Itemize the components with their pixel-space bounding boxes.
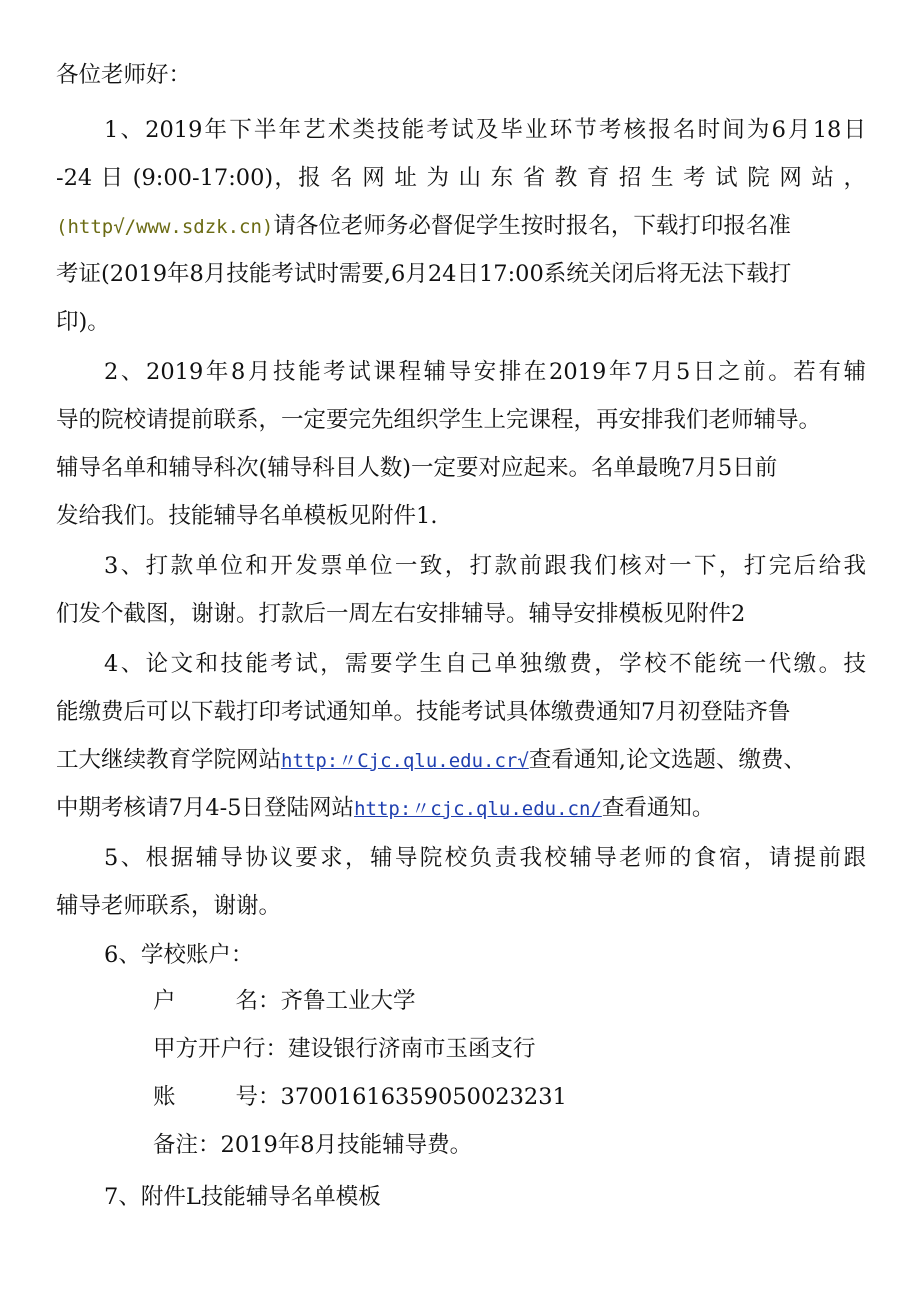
greeting: 各位老师好： — [56, 62, 192, 88]
account-number-value: 37001616359050023231 — [280, 1084, 567, 1110]
account-name-row — [153, 986, 853, 1016]
item5-line2: 辅导老师联系，谢谢。 — [56, 893, 282, 919]
item3-line2: 们发个截图，谢谢。打款后一周左右安排辅导。辅导安排模板见附件2 — [56, 601, 746, 627]
note-row: 备注：2019年8月技能辅导费。 — [153, 1132, 473, 1158]
account-name-label-b: 名： — [235, 988, 281, 1014]
item4-line3 — [56, 745, 866, 775]
item7-attachment: 7、附件L技能辅导名单模板 — [104, 1184, 381, 1210]
item2-line1: 2、2019年8月技能考试课程辅导安排在2019年7月5日之前。若有辅 — [104, 359, 866, 385]
item1-line4: 考证(2019年8月技能考试时需要,6月24日17:00系统关闭后将无法下载打 — [56, 261, 792, 287]
account-name-value: 齐鲁工业大学 — [280, 988, 416, 1014]
item6-heading: 6、学校账户： — [104, 942, 254, 968]
item4-line4-text: 中期考核请7月4-5日登陆网站 — [56, 795, 355, 821]
account-name-label-a: 户 — [153, 988, 176, 1014]
item4-line1: 4、论文和技能考试，需要学生自己单独缴费，学校不能统一代缴。技 — [104, 651, 866, 677]
cjc-website-link[interactable]: http:〃Cjc.qlu.edu.cr√ — [281, 750, 529, 772]
registration-url: (http√/www.sdzk.cn) — [56, 216, 274, 238]
item1-line3 — [56, 211, 866, 241]
item4-line3-text: 工大继续教育学院网站 — [56, 747, 282, 773]
item2-line4: 发给我们。技能辅导名单模板见附件1. — [56, 503, 438, 529]
bank-value: 建设银行济南市玉函支行 — [288, 1036, 536, 1062]
item4-line3-text-after: 查看通知,论文选题、缴费、 — [528, 747, 806, 773]
account-number-row — [153, 1082, 853, 1112]
item2-line3: 辅导名单和辅导科次(辅导科目人数)一定要对应起来。名单最晚7月5日前 — [56, 455, 778, 481]
account-number-label-a: 账 — [153, 1084, 176, 1110]
item2-line2: 导的院校请提前联系，一定要完先组织学生上完课程，再安排我们老师辅导。 — [56, 407, 822, 433]
item1-line1: 1、2019年下半年艺术类技能考试及毕业环节考核报名时间为6月18日 — [104, 117, 866, 143]
item1-line5: 印)。 — [56, 309, 110, 335]
item3-line1: 3、打款单位和开发票单位一致，打款前跟我们核对一下，打完后给我 — [104, 553, 866, 579]
cjc-website-link-2[interactable]: http:〃cjc.qlu.edu.cn/ — [354, 798, 602, 820]
account-number-label-b: 号： — [235, 1084, 281, 1110]
bank-row — [153, 1034, 853, 1064]
item4-line2: 能缴费后可以下载打印考试通知单。技能考试具体缴费通知7月初登陆齐鲁 — [56, 699, 791, 725]
item4-line4 — [56, 793, 866, 823]
item5-line1: 5、根据辅导协议要求，辅导院校负责我校辅导老师的食宿，请提前跟 — [104, 845, 866, 871]
bank-label: 甲方开户行： — [153, 1036, 289, 1062]
item1-line3-text: 请各位老师务必督促学生按时报名，下载打印报名准 — [273, 213, 791, 239]
item1-line2: -24 日 (9:00-17:00)，报 名 网 址 为 山 东 省 教 育 招 生 考 试 院 网 站 ， — [56, 165, 866, 191]
item4-line4-text-after: 查看通知。 — [601, 795, 715, 821]
